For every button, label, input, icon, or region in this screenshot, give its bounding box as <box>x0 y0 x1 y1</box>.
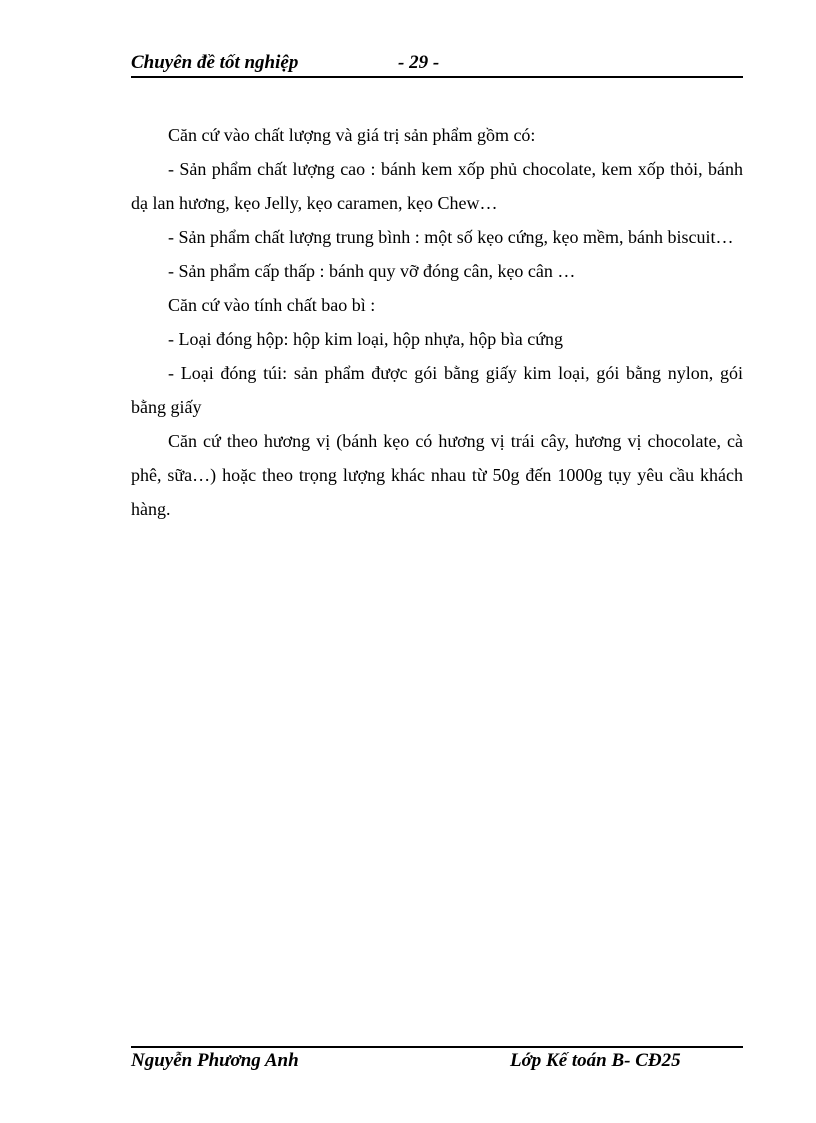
paragraph-quality-intro: Căn cứ vào chất lượng và giá trị sản phẩm gồm có: <box>168 125 536 145</box>
page-number: - 29 - <box>398 52 440 73</box>
document-body <box>131 118 743 526</box>
page-header <box>131 52 743 78</box>
paragraph-medium-quality: - Sản phẩm chất lượng trung bình : một số kẹo cứng, kẹo mềm, bánh biscuit… <box>168 227 734 247</box>
footer-author: Nguyễn Phương Anh <box>131 1050 299 1071</box>
footer-class: Lớp Kế toán B- CĐ25 <box>510 1050 681 1071</box>
paragraph-boxed: - Loại đóng hộp: hộp kim loại, hộp nhựa, hộp bìa cứng <box>168 329 563 349</box>
header-divider <box>131 76 743 78</box>
paragraph-packaging-intro: Căn cứ vào tính chất bao bì : <box>168 295 376 315</box>
footer-divider <box>131 1046 743 1048</box>
paragraph-flavor: Căn cứ theo hương vị (bánh kẹo có hương vị trái cây, hương vị chocolate, cà phê, sữa…) hoặc theo trọng lượng khác nhau từ 50g đến 1000g tụy yêu cầu khách hàng. <box>131 431 743 519</box>
paragraph-bagged: - Loại đóng túi: sản phẩm được gói bằng giấy kim loại, gói bằng nylon, gói bằng giấy <box>131 363 743 417</box>
paragraph-high-quality: - Sản phẩm chất lượng cao : bánh kem xốp phủ chocolate, kem xốp thỏi, bánh dạ lan hương, kẹo Jelly, kẹo caramen, kẹo Chew… <box>131 159 743 213</box>
paragraph-low-quality: - Sản phẩm cấp thấp : bánh quy vỡ đóng cân, kẹo cân … <box>168 261 576 281</box>
header-title: Chuyên đề tốt nghiệp <box>131 52 299 73</box>
